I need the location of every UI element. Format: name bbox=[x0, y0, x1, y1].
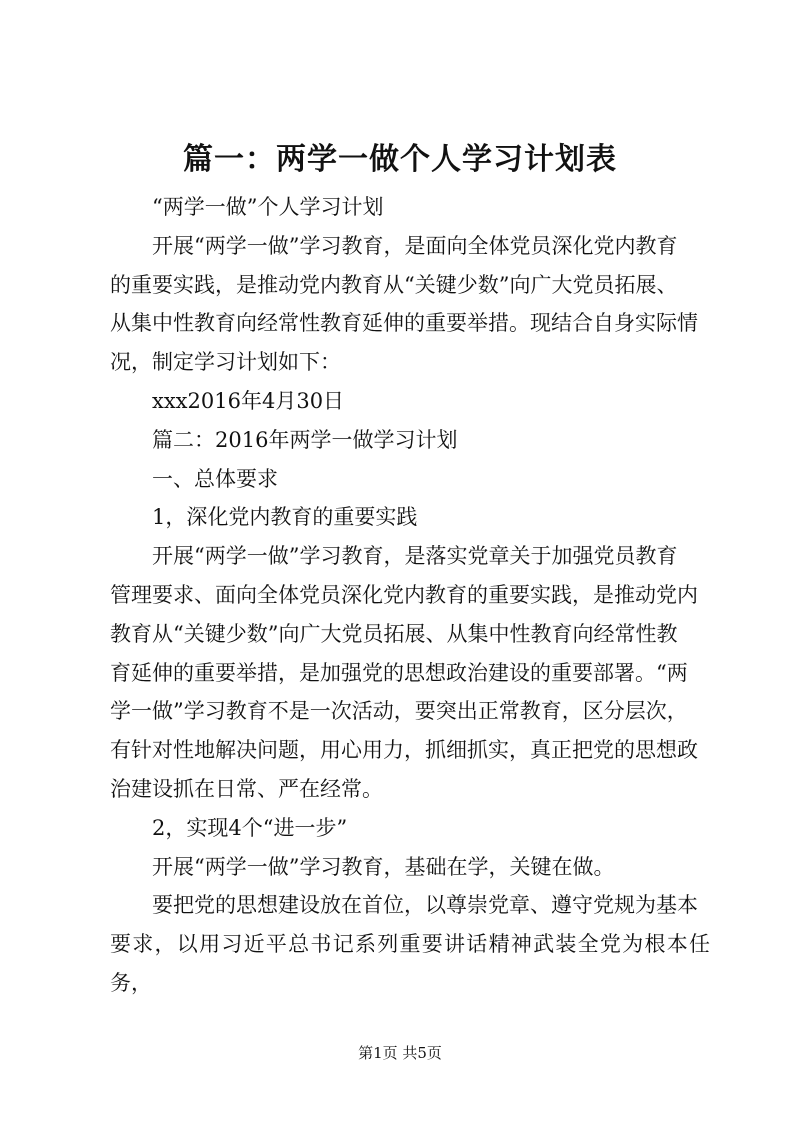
document-body bbox=[110, 188, 710, 1003]
paragraph-8: 2，实现4个“进一步” bbox=[152, 815, 348, 840]
paragraph-4: 篇二：2016年两学一做学习计划 bbox=[152, 427, 458, 452]
paragraph-2: 开展“两学一做”学习教育，是面向全体党员深化党内教育 的重要实践，是推动党内教育从“关键少数”向广大党员拓展、 从集中性教育向经常性教育延伸的重要举措。现结合自身实际情 况，制定学习计划如下： bbox=[110, 233, 698, 375]
page-number-footer: 第1页 共5页 bbox=[358, 1044, 442, 1062]
document-title: 篇一：两学一做个人学习计划表 bbox=[183, 142, 617, 177]
paragraph-5: 一、总体要求 bbox=[152, 466, 278, 491]
paragraph-6: 1，深化党内教育的重要实践 bbox=[152, 505, 418, 530]
paragraph-10: 要把党的思想建设放在首位，以尊崇党章、遵守党规为基本 要求，以用习近平总书记系列重要讲话精神武装全党为根本任务， bbox=[110, 893, 710, 995]
paragraph-7: 开展“两学一做”学习教育，是落实党章关于加强党员教育 管理要求、面向全体党员深化党内教育的重要实践，是推动党内 教育从“关键少数”向广大党员拓展、从集中性教育向经常性教 育延伸的重要举措，是加强党的思想政治建设的重要部署。“两 学一做”学习教育不是一次活动，要突出正常教育，区分层次， 有针对性地解决问题，用心用力，抓细抓实，真正把党的思想政 治建设抓在日常、严在经常。 bbox=[110, 544, 698, 801]
paragraph-9: 开展“两学一做”学习教育，基础在学，关键在做。 bbox=[152, 854, 615, 879]
paragraph-1: “两学一做”个人学习计划 bbox=[152, 195, 384, 219]
paragraph-3: xxx2016年4月30日 bbox=[152, 388, 345, 413]
